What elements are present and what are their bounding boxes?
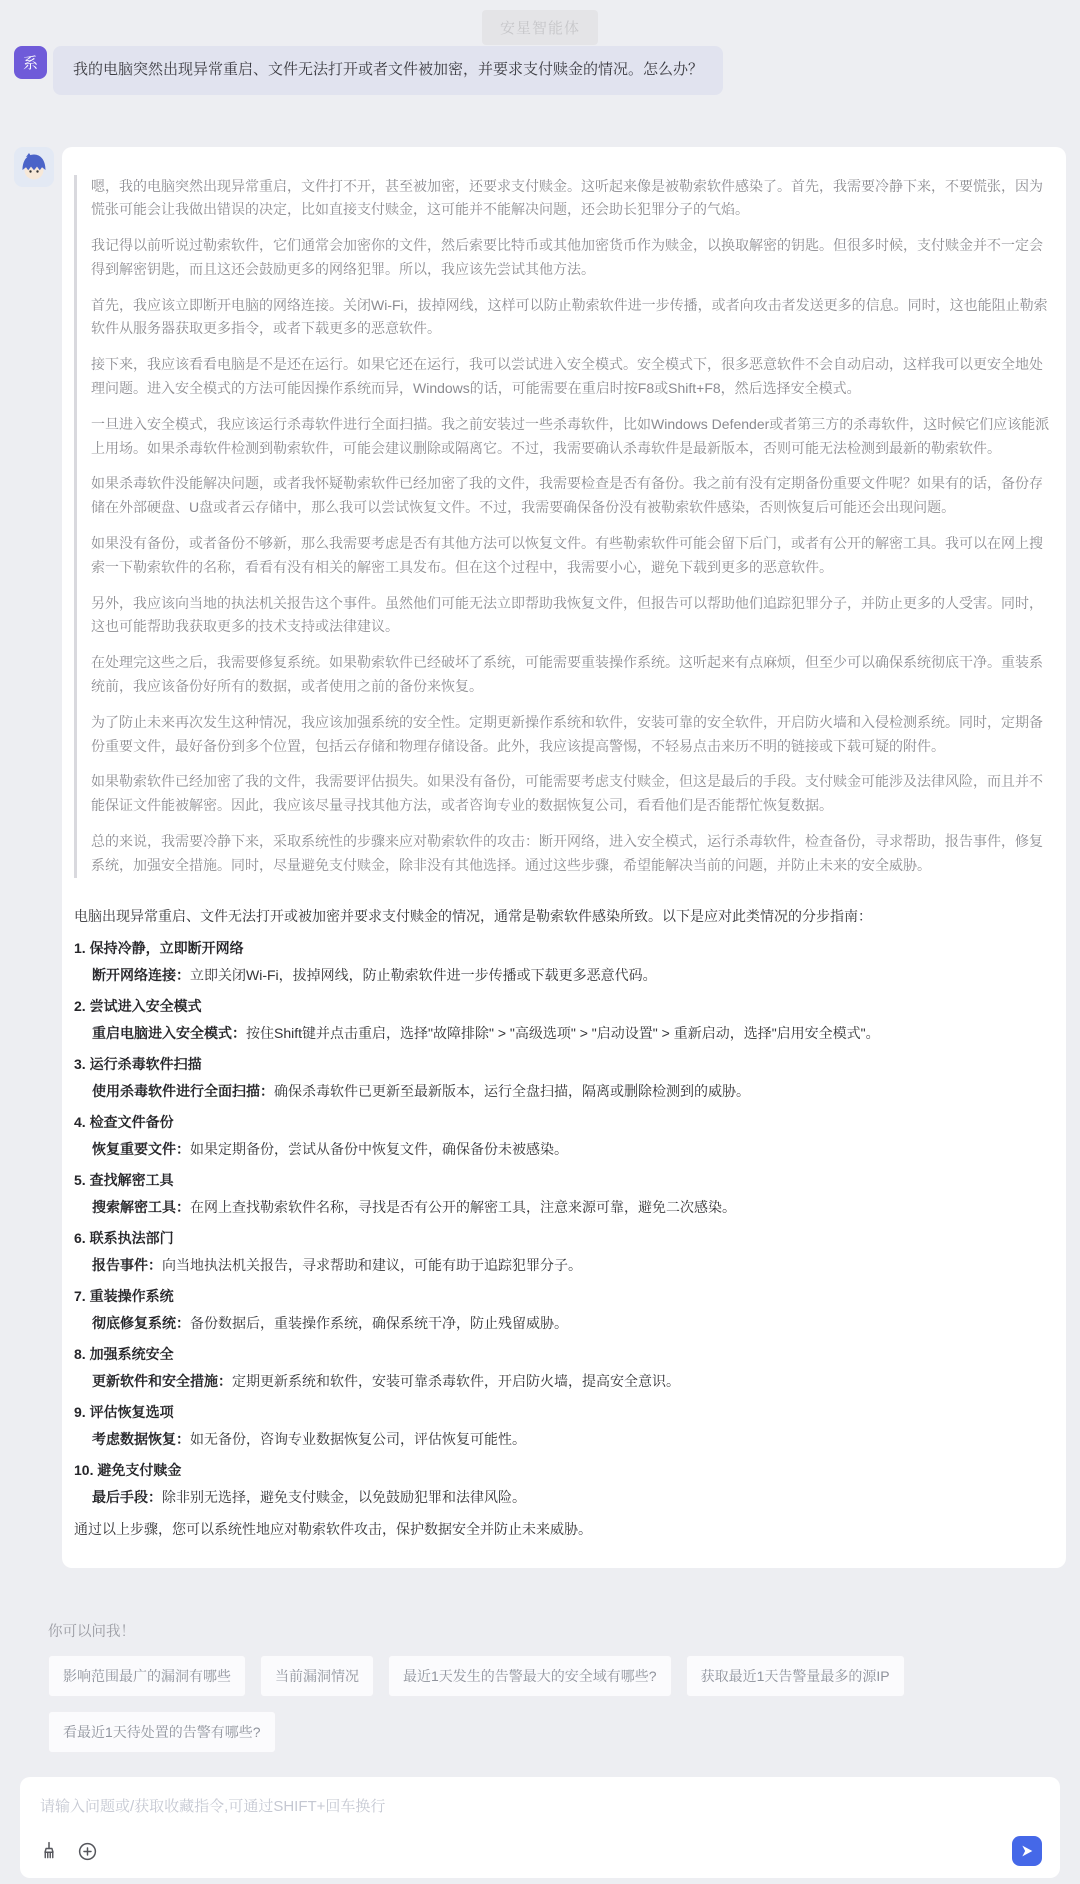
step-number: 7.: [74, 1288, 86, 1305]
step-desc: 除非别无选择，避免支付赎金，以免鼓励犯罪和法律风险。: [162, 1488, 526, 1505]
answer-step: [74, 1226, 1052, 1277]
thinking-paragraph: 一旦进入安全模式，我应该运行杀毒软件进行全面扫描。我之前安装过一些杀毒软件，比如Windows Defender或者第三方的杀毒软件，这时候它们应该能派上用场。如果杀毒软件检测到勒索软件，可能会建议删除或隔离它。不过，我需要确认杀毒软件是最新版本，否则可能无法检测到最新的勒索软件。: [91, 415, 1050, 456]
step-title-text: 联系执法部门: [89, 1230, 174, 1247]
thinking-paragraph: 总的来说，我需要冷静下来，采取系统性的步骤来应对勒索软件的攻击：断开网络，进入安全模式，运行杀毒软件，检查备份，寻求帮助，报告事件，修复系统，加强安全措施。同时，尽量避免支付赎金，除非没有其他选择。通过这些步骤，希望能解决当前的问题，并防止未来的安全威胁。: [91, 833, 1043, 873]
step-desc: 在网上查找勒索软件名称，寻找是否有公开的解密工具，注意来源可靠，避免二次感染。: [190, 1198, 736, 1215]
answer-block: [74, 904, 1052, 1542]
thinking-paragraph: 首先，我应该立即断开电脑的网络连接。关闭Wi-Fi，拔掉网线，这样可以防止勒索软件进一步传播，或者向攻击者发送更多的信息。同时，这也能阻止勒索软件从服务器获取更多指令，或者下载更多的恶意软件。: [91, 296, 1048, 337]
thinking-paragraph: 为了防止未来再次发生这种情况，我应该加强系统的安全性。定期更新操作系统和软件，安装可靠的安全软件，开启防火墙和入侵检测系统。同时，定期备份重要文件，最好备份到多个位置，包括云存储和物理存储设备。此外，我应该提高警惕，不轻易点击来历不明的链接或下载可疑的附件。: [91, 713, 1043, 754]
thinking-paragraph: 在处理完这些之后，我需要修复系统。如果勒索软件已经破坏了系统，可能需要重装操作系统。这听起来有点麻烦，但至少可以确保系统彻底干净。重装系统前，我应该备份好所有的数据，或者使用之前的备份来恢复。: [91, 654, 1043, 695]
step-label: 使用杀毒软件进行全面扫描：: [92, 1082, 274, 1099]
answer-step: [74, 1342, 1052, 1393]
answer-step: [74, 1458, 1052, 1509]
thinking-block: [74, 175, 1052, 878]
step-title: [74, 994, 1052, 1019]
step-desc: 确保杀毒软件已更新至最新版本，运行全盘扫描，隔离或删除检测到的威胁。: [274, 1082, 750, 1099]
thinking-paragraph: 另外，我应该向当地的执法机关报告这个事件。虽然他们可能无法立即帮助我恢复文件，但报告可以帮助他们追踪犯罪分子，并防止更多的人受害。同时，这也可能帮助我获取更多的技术支持或法律建议。: [91, 594, 1043, 635]
step-title: [74, 1458, 1052, 1483]
step-number: 4.: [74, 1114, 86, 1131]
step-number: 6.: [74, 1230, 86, 1247]
step-label: 搜索解密工具：: [92, 1198, 190, 1215]
step-number: 2.: [74, 998, 86, 1015]
step-title: [74, 1342, 1052, 1367]
step-number: 10.: [74, 1462, 94, 1479]
step-title-text: 运行杀毒软件扫描: [89, 1056, 202, 1073]
answer-step: [74, 1284, 1052, 1335]
plus-circle-icon[interactable]: [76, 1840, 98, 1862]
answer-closing: 通过以上步骤，您可以系统性地应对勒索软件攻击，保护数据安全并防止未来威胁。: [74, 1521, 592, 1538]
step-title-text: 查找解密工具: [89, 1172, 174, 1189]
step-desc: 如果定期备份，尝试从备份中恢复文件，确保备份未被感染。: [190, 1140, 568, 1157]
step-title: [74, 1168, 1052, 1193]
thinking-paragraph: 嗯，我的电脑突然出现异常重启，文件打不开，甚至被加密，还要求支付赎金。这听起来像是被勒索软件感染了。首先，我需要冷静下来，不要慌张，因为慌张可能会让我做出错误的决定，比如直接支付赎金，这可能并不能解决问题，还会助长犯罪分子的气焰。: [91, 177, 1043, 218]
answer-step: [74, 1110, 1052, 1161]
step-label: 彻底修复系统：: [92, 1314, 190, 1331]
composer-toolbar: [38, 1836, 1042, 1866]
step-title-text: 重装操作系统: [89, 1288, 174, 1305]
step-label: 重启电脑进入安全模式：: [92, 1024, 246, 1041]
step-detail: [92, 1369, 1052, 1394]
send-paper-plane-icon: [1019, 1843, 1035, 1859]
send-button[interactable]: [1012, 1836, 1042, 1866]
step-title-text: 加强系统安全: [89, 1346, 174, 1363]
step-number: 1.: [74, 940, 86, 957]
user-message-bubble: 我的电脑突然出现异常重启、文件无法打开或者文件被加密，并要求支付赎金的情况。怎么办？: [53, 46, 723, 95]
step-detail: [92, 1485, 1052, 1510]
suggested-question-chip[interactable]: 最近1天发生的告警最大的安全域有哪些?: [388, 1655, 672, 1697]
thinking-paragraph: 如果勒索软件已经加密了我的文件，我需要评估损失。如果没有备份，可能需要考虑支付赎金，但这是最后的手段。支付赎金可能涉及法律风险，而且并不能保证文件能被解密。因此，我应该尽量寻找其他方法，或者咨询专业的数据恢复公司，看看他们是否能帮忙恢复数据。: [91, 773, 1043, 814]
step-title-text: 评估恢复选项: [89, 1404, 174, 1421]
message-input[interactable]: [38, 1793, 1042, 1817]
suggestions-section: [0, 1568, 1080, 1753]
step-detail: [92, 1021, 1052, 1046]
answer-step: [74, 936, 1052, 987]
assistant-avatar-icon: [14, 147, 54, 187]
step-title: [74, 1110, 1052, 1135]
step-label: 考虑数据恢复：: [92, 1430, 190, 1447]
answer-step: [74, 994, 1052, 1045]
suggested-question-chip[interactable]: 当前漏洞情况: [260, 1655, 374, 1697]
step-title: [74, 936, 1052, 961]
thinking-paragraph: 接下来，我应该看看电脑是不是还在运行。如果它还在运行，我可以尝试进入安全模式。安全模式下，很多恶意软件不会自动启动，这样我可以更安全地处理问题。进入安全模式的方法可能因操作系统而异，Windows的话，可能需要在重启时按F8或Shift+F8，然后选择安全模式。: [91, 356, 1043, 397]
app-title: 安星智能体: [482, 10, 598, 45]
step-desc: 向当地执法机关报告，寻求帮助和建议，可能有助于追踪犯罪分子。: [162, 1256, 582, 1273]
step-title: [74, 1052, 1052, 1077]
assistant-message-row: [0, 95, 1080, 1568]
assistant-message-card: [62, 147, 1066, 1568]
step-number: 8.: [74, 1346, 86, 1363]
suggested-question-chip[interactable]: 影响范围最广的漏洞有哪些: [48, 1655, 246, 1697]
step-detail: [92, 1195, 1052, 1220]
answer-intro: 电脑出现异常重启、文件无法打开或被加密并要求支付赎金的情况，通常是勒索软件感染所致。以下是应对此类情况的分步指南：: [74, 907, 872, 924]
step-number: 5.: [74, 1172, 86, 1189]
suggested-question-chip[interactable]: 看最近1天待处置的告警有哪些?: [48, 1711, 276, 1753]
step-label: 更新软件和安全措施：: [92, 1372, 232, 1389]
step-detail: [92, 1253, 1052, 1278]
step-title-text: 检查文件备份: [89, 1114, 174, 1131]
step-label: 报告事件：: [92, 1256, 162, 1273]
broom-icon[interactable]: [38, 1840, 60, 1862]
suggested-question-chip[interactable]: 获取最近1天告警量最多的源IP: [686, 1655, 905, 1697]
step-detail: [92, 1427, 1052, 1452]
step-detail: [92, 1311, 1052, 1336]
step-title: [74, 1400, 1052, 1425]
step-desc: 立即关闭Wi-Fi，拔掉网线，防止勒索软件进一步传播或下载更多恶意代码。: [190, 966, 657, 983]
step-detail: [92, 1079, 1052, 1104]
answer-step: [74, 1052, 1052, 1103]
step-title-text: 避免支付赎金: [97, 1462, 182, 1479]
thinking-paragraph: 如果杀毒软件没能解决问题，或者我怀疑勒索软件已经加密了我的文件，我需要检查是否有备份。我之前有没有定期备份重要文件呢？如果有的话，备份存储在外部硬盘、U盘或者云存储中，那么我可以尝试恢复文件。不过，我需要确保备份没有被勒索软件感染，否则恢复后可能还会出现问题。: [91, 475, 1043, 516]
step-detail: [92, 1137, 1052, 1162]
step-desc: 按住Shift键并点击重启，选择"故障排除" > "高级选项" > "启动设置" > 重新启动，选择"启用安全模式"。: [246, 1024, 880, 1041]
suggestion-chips: [48, 1655, 1032, 1753]
step-desc: 定期更新系统和软件，安装可靠杀毒软件，开启防火墙，提高安全意识。: [232, 1372, 680, 1389]
step-number: 3.: [74, 1056, 86, 1073]
answer-step: [74, 1400, 1052, 1451]
composer: [20, 1777, 1060, 1878]
step-title: [74, 1284, 1052, 1309]
step-desc: 如无备份，咨询专业数据恢复公司，评估恢复可能性。: [190, 1430, 526, 1447]
step-detail: [92, 963, 1052, 988]
thinking-paragraph: 我记得以前听说过勒索软件，它们通常会加密你的文件，然后索要比特币或其他加密货币作为赎金，以换取解密的钥匙。但很多时候，支付赎金并不一定会得到解密钥匙，而且这还会鼓励更多的网络犯罪。所以，我应该先尝试其他方法。: [91, 237, 1043, 277]
step-desc: 备份数据后，重装操作系统，确保系统干净，防止残留威胁。: [190, 1314, 568, 1331]
step-label: 恢复重要文件：: [92, 1140, 190, 1157]
thinking-paragraph: 如果没有备份，或者备份不够新，那么我需要考虑是否有其他方法可以恢复文件。有些勒索软件可能会留下后门，或者有公开的解密工具。我可以在网上搜索一下勒索软件的名称，看看有没有相关的解密工具发布。但在这个过程中，我需要小心，避免下载到更多的恶意软件。: [91, 535, 1043, 575]
answer-step: [74, 1168, 1052, 1219]
step-label: 断开网络连接：: [92, 966, 190, 983]
suggestions-label: 你可以问我！: [48, 1623, 135, 1640]
step-label: 最后手段：: [92, 1488, 162, 1505]
step-title-text: 尝试进入安全模式: [89, 998, 202, 1015]
step-number: 9.: [74, 1404, 86, 1421]
step-title-text: 保持冷静，立即断开网络: [89, 940, 244, 957]
user-avatar: 系: [14, 46, 47, 79]
step-title: [74, 1226, 1052, 1251]
